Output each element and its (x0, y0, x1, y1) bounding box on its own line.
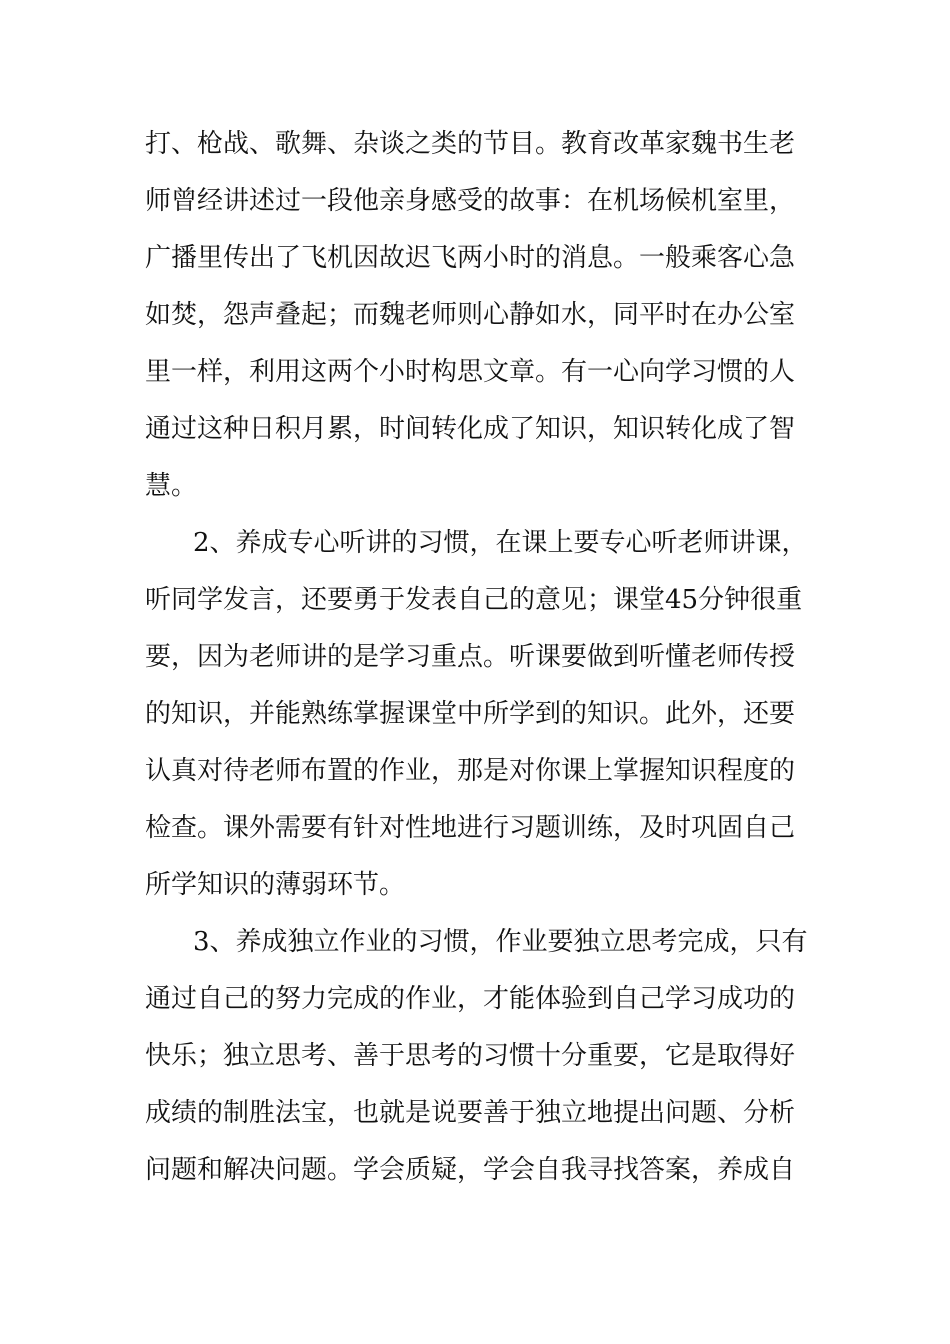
text-line: 通过自己的努力完成的作业，才能体验到自己学习成功的 (145, 984, 796, 1014)
text-line: 检查。课外需要有针对性地进行习题训练，及时巩固自己 (145, 813, 796, 843)
text-line: 的知识，并能熟练掌握课堂中所学到的知识。此外，还要 (145, 699, 796, 729)
paragraph-3-first-line: 3、养成独立作业的习惯，作业要独立思考完成，只有 (193, 927, 808, 957)
text-line: 要，因为老师讲的是学习重点。听课要做到听懂老师传授 (145, 642, 796, 672)
text-line: 广播里传出了飞机因故迟飞两小时的消息。一般乘客心急 (145, 243, 796, 273)
text-line: 成绩的制胜法宝，也就是说要善于独立地提出问题、分析 (145, 1098, 796, 1128)
paragraph-2-first-line: 2、养成专心听讲的习惯，在课上要专心听老师讲课， (193, 528, 808, 558)
text-line: 师曾经讲述过一段他亲身感受的故事：在机场候机室里， (145, 186, 796, 216)
text-line: 所学知识的薄弱环节。 (145, 870, 406, 900)
text-line: 如焚，怨声叠起；而魏老师则心静如水，同平时在办公室 (145, 300, 796, 330)
text-line: 问题和解决问题。学会质疑，学会自我寻找答案，养成自 (145, 1155, 796, 1185)
text-line: 里一样，利用这两个小时构思文章。有一心向学习惯的人 (145, 357, 796, 387)
text-line: 快乐；独立思考、善于思考的习惯十分重要，它是取得好 (145, 1041, 796, 1071)
text-line: 认真对待老师布置的作业，那是对你课上掌握知识程度的 (145, 756, 796, 786)
text-line: 通过这种日积月累，时间转化成了知识，知识转化成了智 (145, 414, 796, 444)
text-line: 打、枪战、歌舞、杂谈之类的节目。教育改革家魏书生老 (145, 129, 796, 159)
text-line: 慧。 (145, 471, 198, 501)
text-line: 听同学发言，还要勇于发表自己的意见；课堂45分钟很重 (145, 585, 803, 615)
